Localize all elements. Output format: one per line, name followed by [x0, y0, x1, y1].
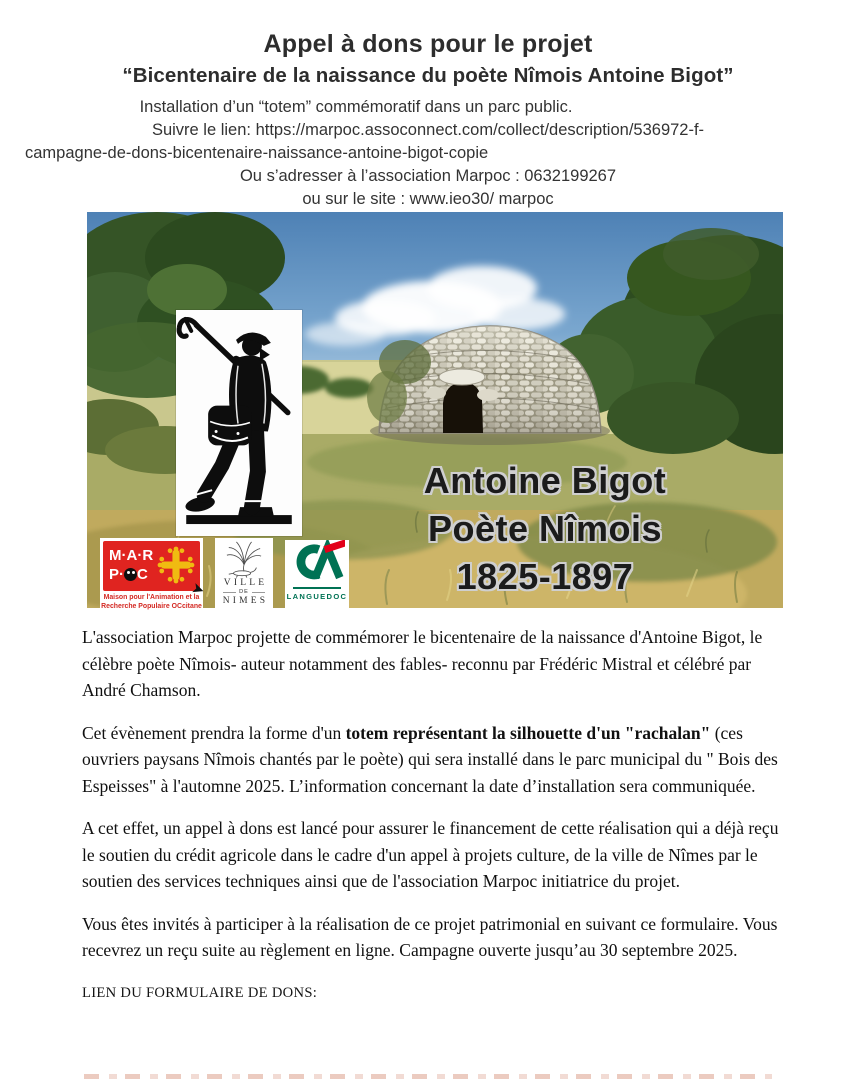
palm-crocodile-emblem-icon: [222, 540, 266, 578]
paragraph: L'association Marpoc projette de commémorer le bicentenaire de la naissance d'Antoine Bigot, le célèbre poète Nîmois- auteur notamment des fables- reconnu par Frédéric Mistral et célébré par André Chamson.: [82, 627, 763, 700]
header: [0, 30, 856, 211]
body-text: [82, 624, 780, 1006]
marpoc-red-panel: [103, 541, 208, 600]
paragraph: A cet effet, un appel à dons est lancé pour assurer le financement de cette réalisation qui a déjà reçu le soutien du crédit agricole dans le cadre d'un appel à projets culture, de la ville de Nîmes par le soutien des services techniques ainsi que de l'association Marpoc initiatrice du projet.: [82, 818, 779, 891]
nimes-de-label: DE: [215, 589, 273, 595]
nimes-nimes-label: NIMES: [222, 596, 269, 606]
page-subtitle: “Bicentenaire de la naissance du poète Nîmois Antoine Bigot”: [122, 64, 734, 87]
caption-dates: 1825-1897: [456, 556, 634, 597]
donation-link-line-2[interactable]: campagne-de-dons-bicentenaire-naissance-antoine-bigot-copie: [25, 144, 489, 162]
ca-divider: [293, 587, 341, 589]
website-line[interactable]: ou sur le site : www.ieo30/ marpoc: [302, 190, 554, 208]
body-paragraphs: [82, 624, 780, 964]
cutoff-link-line[interactable]: [84, 1074, 772, 1079]
rachalan-silhouette-panel: [176, 310, 302, 536]
ca-region-label: LANGUEDOC: [286, 592, 348, 601]
form-link-label: LIEN DU FORMULAIRE DE DONS:: [82, 984, 318, 1001]
occitan-cross-icon: [157, 546, 195, 584]
header-line-installation: Installation d’un “totem” commémoratif dans un parc public.: [139, 98, 573, 116]
capitelle-photo: [87, 212, 783, 608]
credit-agricole-monogram-icon: [289, 540, 345, 582]
page-title: Appel à dons pour le projet: [263, 30, 593, 58]
rachalan-silhouette-icon: [176, 310, 302, 536]
donation-link-line-1[interactable]: Suivre le lien: https://marpoc.assoconnect.com/collect/description/536972-f-: [151, 121, 705, 139]
marpoc-mascot-icon: [124, 568, 137, 581]
logo-ville-de-nimes: [215, 538, 273, 618]
marpoc-tagline: Maison pour l'Animation et la Recherche Populaire OCcitane: [101, 594, 202, 610]
logo-credit-agricole: [285, 540, 349, 614]
contact-phone-line: Ou s’adresser à l’association Marpoc : 0632199267: [239, 167, 617, 185]
caption-role: Poète Nîmois: [427, 508, 663, 549]
paragraph: Vous êtes invités à participer à la réalisation de ce projet patrimonial en suivant ce formulaire. Vous recevrez un reçu suite au règlement en ligne. Campagne ouverte jusqu’au 30 septembre 2025.: [82, 913, 778, 960]
nimes-ville-label: VILLE: [223, 578, 268, 588]
paragraph: Cet évènement prendra la forme d'un totem représentant la silhouette d'un "rachalan" (ces ouvriers paysans Nîmois chantés par le poète) qui sera installé dans le parc municipal du " Bois des Espeisses" à l'automne 2025. L’information concernant la date d’installation sera communiquée.: [82, 722, 778, 796]
marpoc-wordmark: M·A·R P· C: [109, 547, 154, 583]
photo-caption: [367, 457, 723, 601]
logo-marpoc: [100, 538, 208, 616]
marpoc-arrow-icon: ➤: [189, 579, 208, 600]
caption-name: Antoine Bigot: [423, 460, 667, 501]
